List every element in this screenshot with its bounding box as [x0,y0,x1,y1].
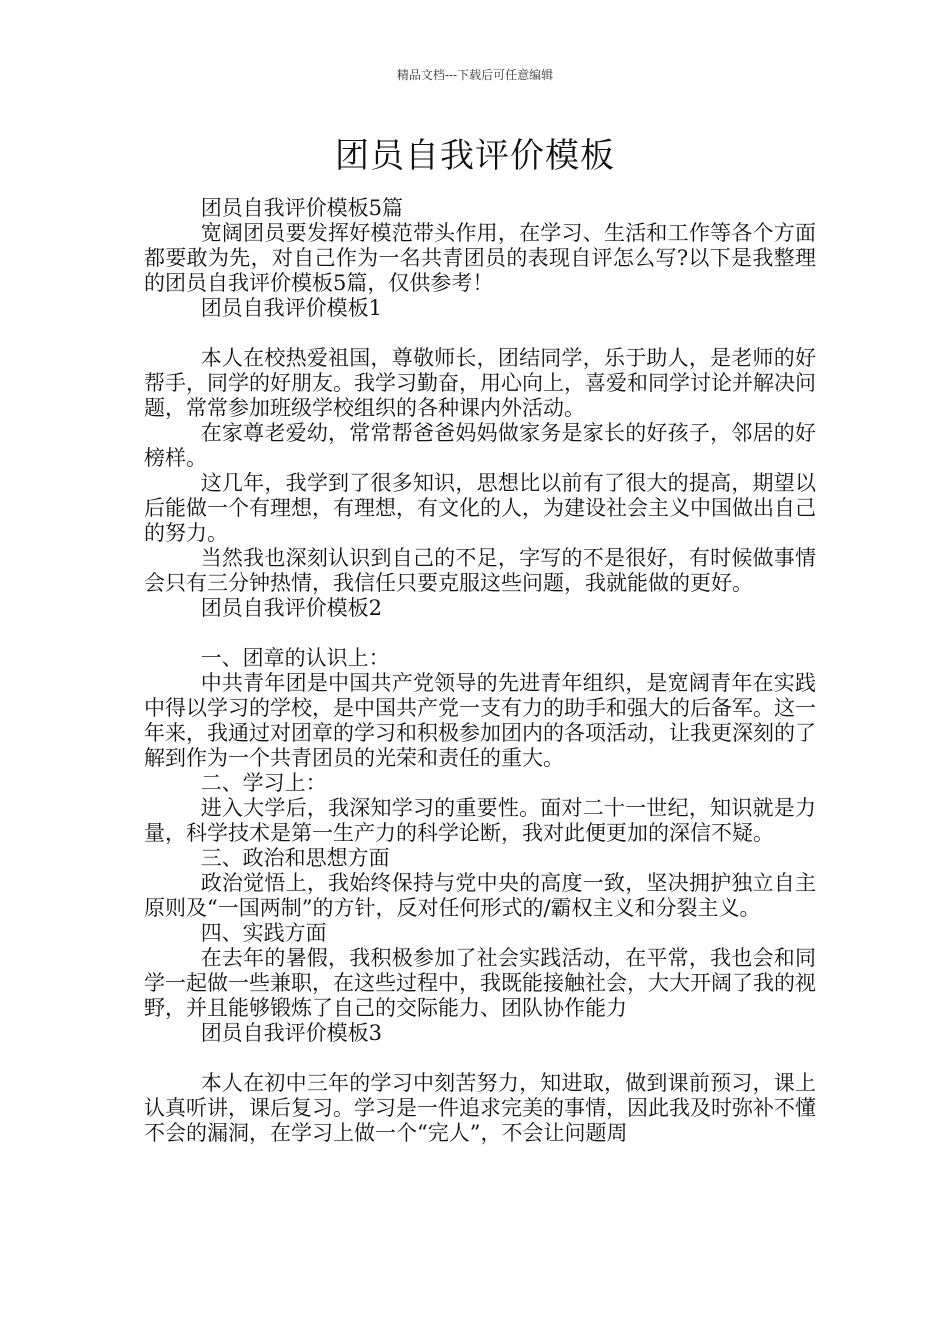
subheading: 四、实践方面 [200,921,327,945]
document-title: 团员自我评价模板 [335,136,615,176]
header-note: 精品文档---下载后可任意编辑 [396,68,554,82]
subheading: 二、学习上： [200,771,327,795]
subheading: 三、政治和思想方面 [200,846,390,870]
paragraph: 中共青年团是中国共产党领导的先进青年组织，是宽阔青年在实践中得以学习的学校，是中国共产党一支有力的助手和强大的后备军。这一年来，我通过对团章的学习和积极参加团内的各项活动，让我更深刻的了解到作为一个共青团员的光荣和责任的重大。 [144,671,816,770]
blank-line [144,321,816,346]
blank-line [144,621,816,646]
subtitle: 团员自我评价模板5篇 [200,196,404,220]
subheading: 一、团章的认识上： [200,646,390,670]
paragraph: 本人在初中三年的学习中刻苦努力，知进取，做到课前预习，课上认真听讲，课后复习。学习是一件追求完美的事情，因此我及时弥补不懂不会的漏洞，在学习上做一个“完人”，不会让问题周 [144,1071,816,1145]
paragraph: 在去年的暑假，我积极参加了社会实践活动，在平常，我也会和同学一起做一些兼职，在这些过程中，我既能接触社会，大大开阔了我的视野，并且能够锻炼了自己的交际能力、团队协作能力 [144,946,816,1020]
paragraph: 本人在校热爱祖国，尊敬师长，团结同学，乐于助人，是老师的好帮手，同学的好朋友。我学习勤奋，用心向上，喜爱和同学讨论并解决问题，常常参加班级学校组织的各种课内外活动。 [144,346,816,420]
intro-paragraph: 宽阔团员要发挥好模范带头作用，在学习、生活和工作等各个方面都要敢为先，对自己作为一名共青团员的表现自评怎么写?以下是我整理的团员自我评价模板5篇，仅供参考！ [144,221,816,295]
paragraph: 政治觉悟上，我始终保持与党中央的高度一致，坚决拥护独立自主原则及“一国两制”的方针，反对任何形式的/霸权主义和分裂主义。 [144,871,816,920]
document-body [144,196,816,1146]
section-heading-2: 团员自我评价模板2 [200,596,383,620]
section-heading-1: 团员自我评价模板1 [200,296,383,320]
section-heading-3: 团员自我评价模板3 [200,1021,383,1045]
paragraph: 在家尊老爱幼，常常帮爸爸妈妈做家务是家长的好孩子，邻居的好榜样。 [144,421,816,470]
paragraph: 当然我也深刻认识到自己的不足，字写的不是很好，有时候做事情会只有三分钟热情，我信任只要克服这些问题，我就能做的更好。 [144,546,816,595]
paragraph: 进入大学后，我深知学习的重要性。面对二十一世纪，知识就是力量，科学技术是第一生产力的科学论断，我对此便更加的深信不疑。 [144,796,816,845]
blank-line [144,1046,816,1071]
paragraph: 这几年，我学到了很多知识，思想比以前有了很大的提高，期望以后能做一个有理想，有理想，有文化的人，为建设社会主义中国做出自己的努力。 [144,471,816,545]
